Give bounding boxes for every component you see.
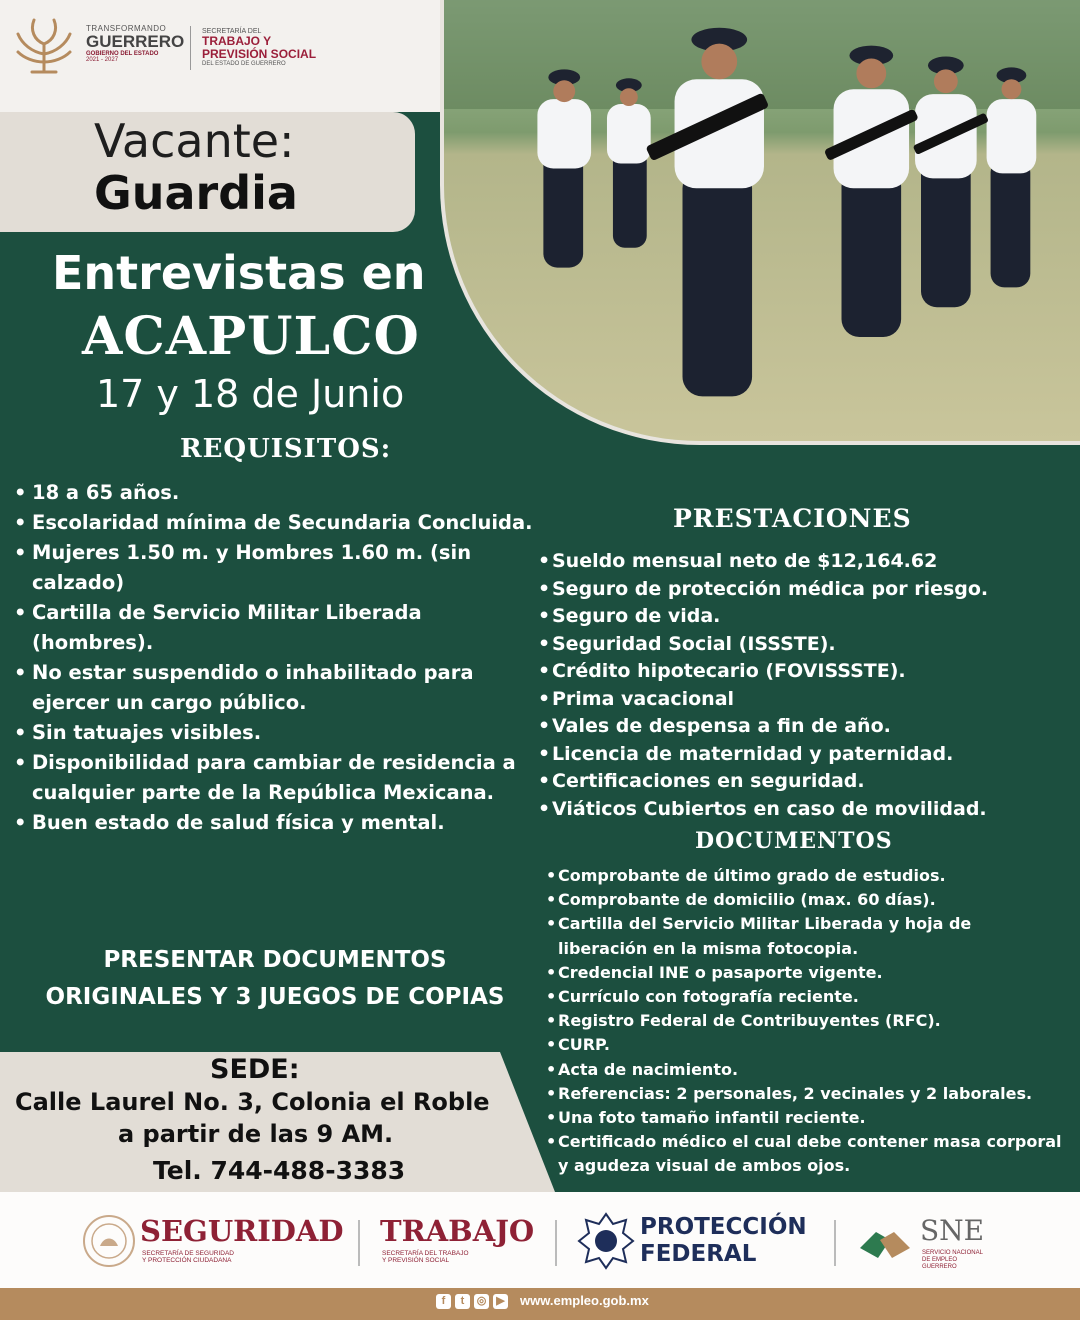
list-item: • Cartilla del Servicio Militar Liberada y hoja de liberación en la misma fotocopia. [546, 912, 1066, 960]
sede-time: a partir de las 9 AM. [118, 1120, 394, 1148]
list-item: • Seguro de protección médica por riesgo. [538, 576, 1068, 604]
interview-heading: Entrevistas en [52, 246, 426, 300]
guerrero-sub: GOBIERNO DEL ESTADO [86, 51, 159, 57]
list-item: • Seguridad Social (ISSSTE). [538, 631, 1068, 659]
list-item: • Registro Federal de Contribuyentes (RFC). [546, 1009, 1066, 1033]
sne-sub-1: SERVICIO NACIONAL [922, 1250, 983, 1256]
vacancy-label: Vacante: [94, 114, 295, 168]
youtube-icon[interactable]: ▶ [493, 1294, 508, 1309]
trabajo-logo: TRABAJO [380, 1214, 535, 1248]
list-item: • Crédito hipotecario (FOVISSSTE). [538, 658, 1068, 686]
proteccion-federal-logo [640, 1214, 807, 1268]
list-item: • Sueldo mensual neto de $12,164.62 [538, 548, 1068, 576]
seguridad-sub-2: Y PROTECCIÓN CIUDADANA [142, 1257, 232, 1264]
pf-line-2: FEDERAL [640, 1241, 757, 1267]
list-item: • Currículo con fotografía reciente. [546, 985, 1066, 1009]
seguridad-subtitle [142, 1250, 234, 1264]
prestaciones-list [538, 548, 1068, 823]
list-item: • CURP. [546, 1033, 1066, 1057]
documentos-title: DOCUMENTOS [695, 828, 893, 854]
federal-badge-icon [577, 1212, 635, 1270]
documentos-list [546, 864, 1066, 1179]
list-item: • Acta de nacimiento. [546, 1058, 1066, 1082]
list-item: • Comprobante de domicilio (max. 60 días). [546, 888, 1066, 912]
present-line-1: PRESENTAR DOCUMENTOS [103, 947, 447, 973]
prestaciones-title: PRESTACIONES [673, 504, 912, 533]
list-item: • Vales de despensa a fin de año. [538, 713, 1068, 741]
list-item: • Referencias: 2 personales, 2 vecinales y 2 laborales. [546, 1082, 1066, 1106]
list-item: • Buen estado de salud física y mental. [14, 808, 534, 838]
sede-address: Calle Laurel No. 3, Colonia el Roble [15, 1088, 490, 1116]
guerrero-big: GUERRERO [86, 32, 185, 51]
guerrero-wordmark [86, 24, 184, 63]
facebook-icon[interactable]: f [436, 1294, 451, 1309]
twitter-icon[interactable]: t [455, 1294, 470, 1309]
list-item: • 18 a 65 años. [14, 478, 534, 508]
handshake-icon [856, 1218, 914, 1268]
list-item: • Prima vacacional [538, 686, 1068, 714]
list-item: • Certificaciones en seguridad. [538, 768, 1068, 796]
footer-divider [555, 1220, 557, 1266]
mexico-seal-icon [82, 1214, 136, 1268]
footer-divider [358, 1220, 360, 1266]
sede-phone: Tel. 744-488-3383 [153, 1156, 406, 1185]
sede-title: SEDE: [210, 1054, 300, 1085]
guards-photo [440, 0, 1080, 445]
present-documents-notice [0, 942, 550, 1016]
sne-sub-2: DE EMPLEO [922, 1257, 958, 1263]
interview-dates: 17 y 18 de Junio [96, 372, 405, 416]
pf-line-1: PROTECCIÓN [640, 1214, 807, 1240]
stps-line-b1: TRABAJO Y [202, 34, 272, 48]
trabajo-sub-1: SECRETARÍA DEL TRABAJO [382, 1250, 469, 1257]
list-item: • Mujeres 1.50 m. y Hombres 1.60 m. (sin calzado) [14, 538, 534, 598]
seguridad-logo: SEGURIDAD [140, 1214, 344, 1248]
list-item: • Cartilla de Servicio Militar Liberada (hombres). [14, 598, 534, 658]
sne-subtitle [922, 1250, 983, 1271]
stps-line-a: SECRETARÍA DEL [202, 28, 262, 35]
stps-wordmark [202, 28, 316, 67]
sne-logo: SNE [920, 1214, 985, 1247]
guerrero-years: 2021 - 2027 [86, 57, 119, 63]
footer-divider [834, 1220, 836, 1266]
stps-line-b2: PREVISIÓN SOCIAL [202, 47, 317, 61]
header-divider [190, 26, 191, 70]
list-item: • Comprobante de último grado de estudios. [546, 864, 1066, 888]
marching-guards-image [444, 0, 1080, 441]
guerrero-small: TRANSFORMANDO [86, 24, 167, 33]
list-item: • No estar suspendido o inhabilitado para ejercer un cargo público. [14, 658, 534, 718]
instagram-icon[interactable]: ◎ [474, 1294, 489, 1309]
list-item: • Escolaridad mínima de Secundaria Concluida. [14, 508, 534, 538]
interview-city: ACAPULCO [82, 306, 420, 367]
trabajo-sub-2: Y PREVISIÓN SOCIAL [382, 1257, 450, 1264]
seguridad-sub-1: SECRETARÍA DE SEGURIDAD [142, 1250, 234, 1257]
list-item: • Seguro de vida. [538, 603, 1068, 631]
list-item: • Una foto tamaño infantil reciente. [546, 1106, 1066, 1130]
list-item: • Viáticos Cubiertos en caso de movilidad. [538, 796, 1068, 824]
trabajo-subtitle [382, 1250, 469, 1264]
guerrero-logo-icon [12, 14, 76, 76]
list-item: • Sin tatuajes visibles. [14, 718, 534, 748]
sne-sub-3: GUERRERO [922, 1264, 957, 1270]
social-icons [436, 1294, 508, 1309]
present-line-2: ORIGINALES Y 3 JUEGOS DE COPIAS [45, 984, 505, 1010]
requisitos-title: REQUISITOS: [180, 434, 392, 464]
list-item: • Disponibilidad para cambiar de residencia a cualquier parte de la República Mexicana. [14, 748, 534, 808]
vacancy-position: Guardia [94, 166, 298, 220]
website-link[interactable]: www.empleo.gob.mx [520, 1293, 649, 1308]
requisitos-list [14, 478, 534, 838]
stps-line-c: DEL ESTADO DE GUERRERO [202, 61, 286, 67]
list-item: • Certificado médico el cual debe contener masa corporal y agudeza visual de ambos ojos. [546, 1130, 1066, 1178]
list-item: • Credencial INE o pasaporte vigente. [546, 961, 1066, 985]
list-item: • Licencia de maternidad y paternidad. [538, 741, 1068, 769]
